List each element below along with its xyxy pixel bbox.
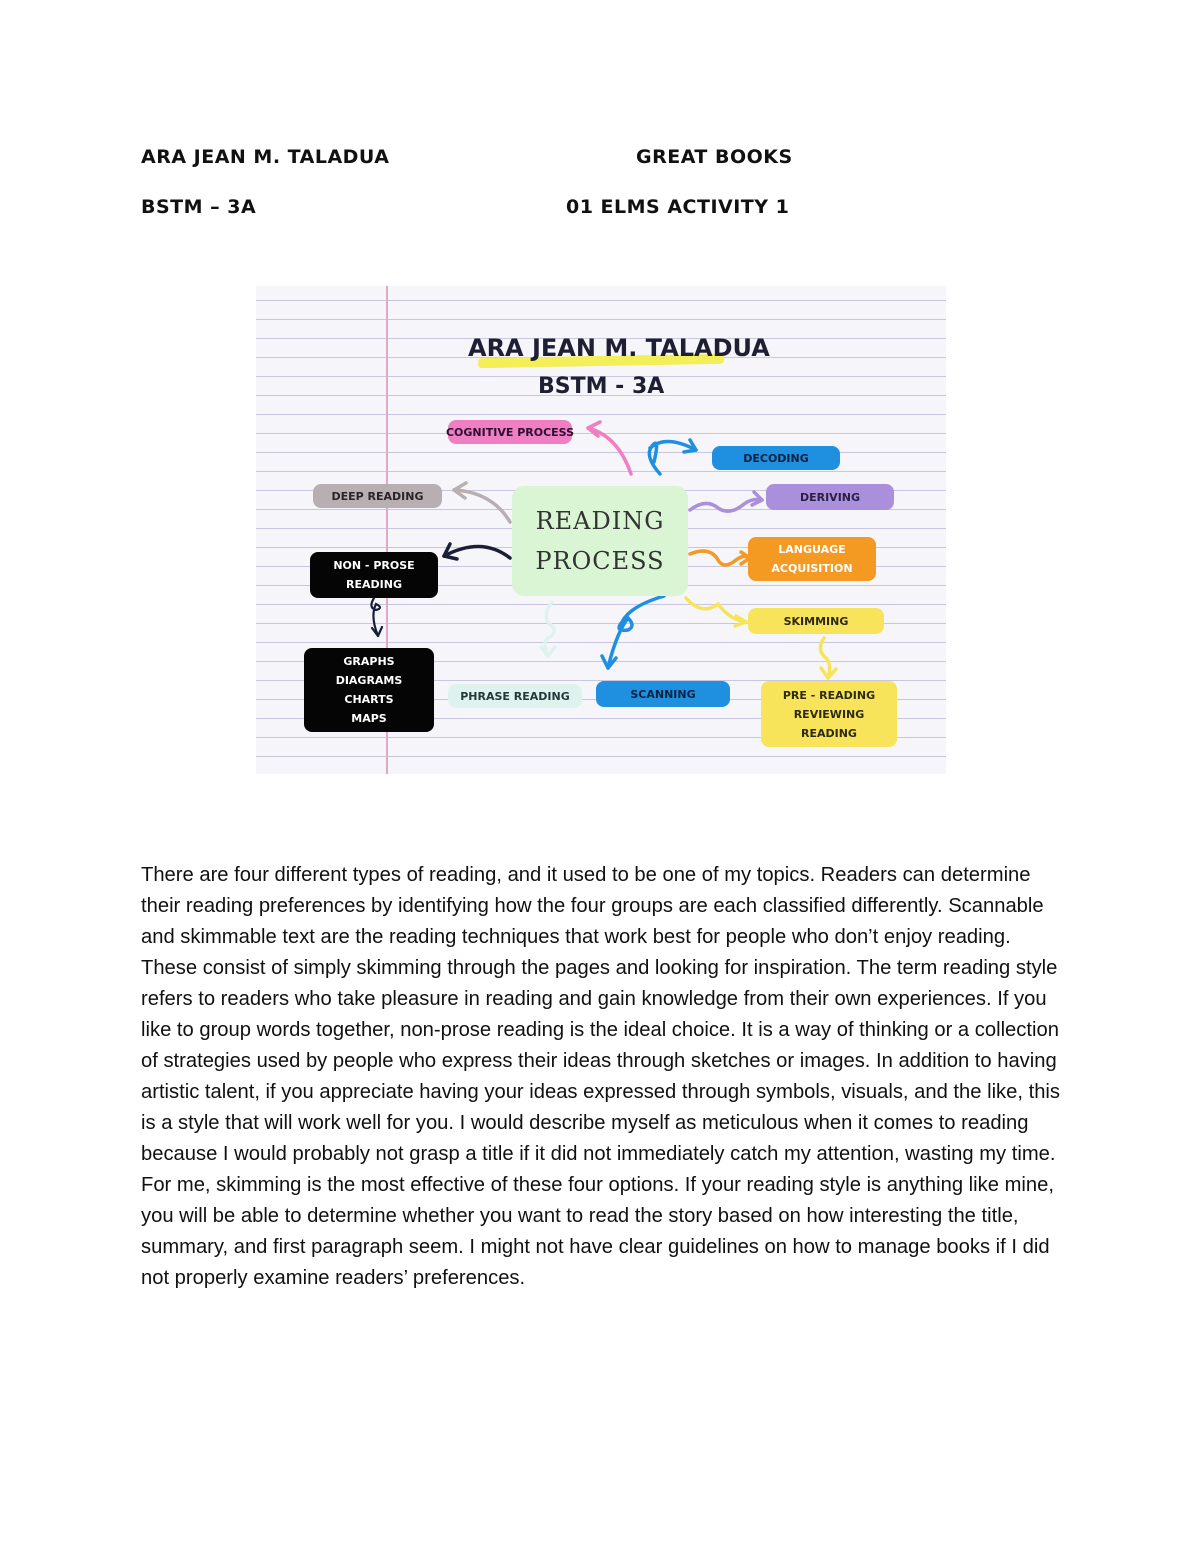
- student-section: BSTM – 3A: [141, 196, 257, 218]
- node-decoding: DECODING: [712, 446, 840, 470]
- student-name: ARA JEAN M. TALADUA: [141, 146, 390, 168]
- node-non-prose-reading: [310, 552, 438, 598]
- node-deriving: DERIVING: [766, 484, 894, 510]
- node-non-prose-line-2: READING: [346, 578, 402, 591]
- node-language-acquisition: [748, 537, 876, 581]
- center-node: [512, 486, 688, 596]
- arrow-decoding: [649, 441, 696, 474]
- figure-title-section: BSTM - 3A: [538, 374, 665, 399]
- node-pre-reading-line-2: REVIEWING: [793, 707, 865, 721]
- node-diagrams: DIAGRAMS: [335, 674, 403, 687]
- activity-title: 01 ELMS ACTIVITY 1: [566, 196, 790, 218]
- center-line-1: READING: [535, 507, 665, 535]
- essay-paragraph: There are four different types of reading, and it used to be one of my topics. Readers can determine their reading preferences by identifying how the four groups are each classified differently. Scannable and skimmable text are the reading techniques that work best for people who don’t enjoy reading. These consist of simply skimming through the pages and looking for inspiration. The term reading style refers to readers who take pleasure in reading and gain knowledge from their own experiences. If you like to group words together, non-prose reading is the ideal choice. It is a way of thinking or a collection of strategies used by people who express their ideas through sketches or images. In addition to having artistic talent, if you appreciate having your ideas expressed through symbols, visuals, and the like, this is a style that will work well for you. I would describe myself as meticulous when it comes to reading because I would probably not grasp a title if it did not immediately catch my attention, wasting my time. For me, skimming is the most effective of these four options. If your reading style is anything like mine, you will be able to determine whether you want to read the story based on how interesting the title, summary, and first paragraph seem. I might not have clear guidelines on how to manage books if I did not properly examine readers’ preferences.: [141, 864, 1061, 1289]
- node-non-prose-line-1: NON - PROSE: [333, 559, 415, 572]
- course-name: GREAT BOOKS: [636, 146, 793, 168]
- node-phrase-reading: PHRASE READING: [448, 684, 582, 708]
- node-pre-reading-line-3: READING: [801, 726, 857, 740]
- node-charts: CHARTS: [344, 693, 394, 706]
- node-pre-reading-line-1: PRE - READING: [782, 688, 876, 702]
- node-graphs-diagrams: [304, 648, 434, 732]
- node-cognitive-process: COGNITIVE PROCESS: [448, 420, 572, 444]
- center-line-2: PROCESS: [535, 547, 665, 575]
- node-deep-reading: DEEP READING: [313, 484, 442, 508]
- node-skimming: SKIMMING: [748, 608, 884, 634]
- figure-title-name: ARA JEAN M. TALADUA: [468, 334, 770, 362]
- node-language-line-1: LANGUAGE: [778, 543, 846, 556]
- node-maps: MAPS: [351, 712, 387, 725]
- node-language-line-2: ACQUISITION: [771, 562, 853, 575]
- node-scanning: SCANNING: [596, 681, 730, 707]
- arrow-non-prose: [444, 546, 510, 558]
- node-pre-reading: [761, 681, 897, 747]
- node-graphs: GRAPHS: [343, 655, 395, 668]
- reading-process-mindmap: [256, 286, 946, 774]
